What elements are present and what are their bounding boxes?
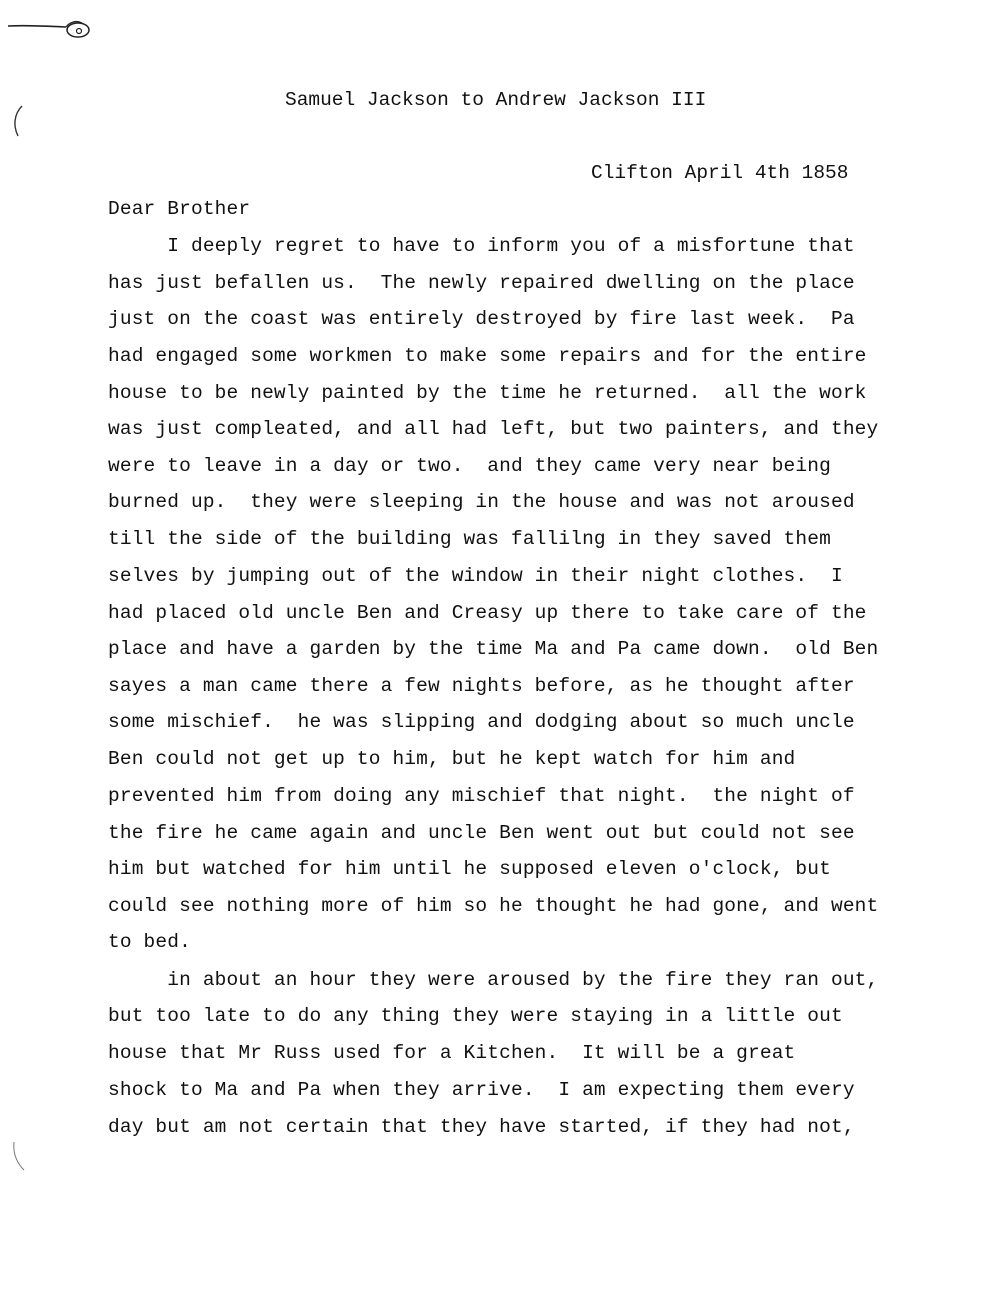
body-line: was just compleated, and all had left, but two painters, and they	[108, 418, 879, 440]
body-line: burned up. they were sleeping in the house and was not aroused	[108, 491, 855, 513]
letter-dateline: Clifton April 4th 1858	[591, 162, 849, 184]
body-line: some mischief. he was slipping and dodging about so much uncle	[108, 711, 855, 733]
body-line: just on the coast was entirely destroyed by fire last week. Pa	[108, 308, 855, 330]
body-line: but too late to do any thing they were staying in a little out	[108, 1005, 843, 1027]
body-line: till the side of the building was fallilng in they saved them	[108, 528, 831, 550]
body-line: house that Mr Russ used for a Kitchen. It will be a great	[108, 1042, 796, 1064]
body-line: in about an hour they were aroused by the fire they ran out,	[108, 969, 879, 991]
body-line: him but watched for him until he supposed eleven o'clock, but	[108, 858, 831, 880]
body-line: to bed.	[108, 931, 191, 953]
body-line: sayes a man came there a few nights before, as he thought after	[108, 675, 855, 697]
body-line: had placed old uncle Ben and Creasy up there to take care of the	[108, 602, 867, 624]
body-line: Ben could not get up to him, but he kept watch for him and	[108, 748, 796, 770]
body-line: has just befallen us. The newly repaired dwelling on the place	[108, 272, 855, 294]
body-line: had engaged some workmen to make some repairs and for the entire	[108, 345, 867, 367]
body-line: I deeply regret to have to inform you of a misfortune that	[108, 235, 855, 257]
body-line: shock to Ma and Pa when they arrive. I am expecting them every	[108, 1079, 855, 1101]
body-line: the fire he came again and uncle Ben went out but could not see	[108, 822, 855, 844]
body-line: prevented him from doing any mischief that night. the night of	[108, 785, 855, 807]
body-line: place and have a garden by the time Ma and Pa came down. old Ben	[108, 638, 879, 660]
handwritten-scribble-mark	[6, 12, 96, 44]
letter-title: Samuel Jackson to Andrew Jackson III	[285, 89, 707, 111]
margin-tick-mark	[8, 1140, 28, 1174]
body-line: could see nothing more of him so he thought he had gone, and went	[108, 895, 879, 917]
body-line: selves by jumping out of the window in their night clothes. I	[108, 565, 843, 587]
letter-salutation: Dear Brother	[108, 198, 251, 220]
body-line: day but am not certain that they have started, if they had not,	[108, 1116, 855, 1138]
body-line: were to leave in a day or two. and they came very near being	[108, 455, 831, 477]
margin-bracket-mark	[8, 104, 28, 138]
body-line: house to be newly painted by the time he returned. all the work	[108, 382, 867, 404]
